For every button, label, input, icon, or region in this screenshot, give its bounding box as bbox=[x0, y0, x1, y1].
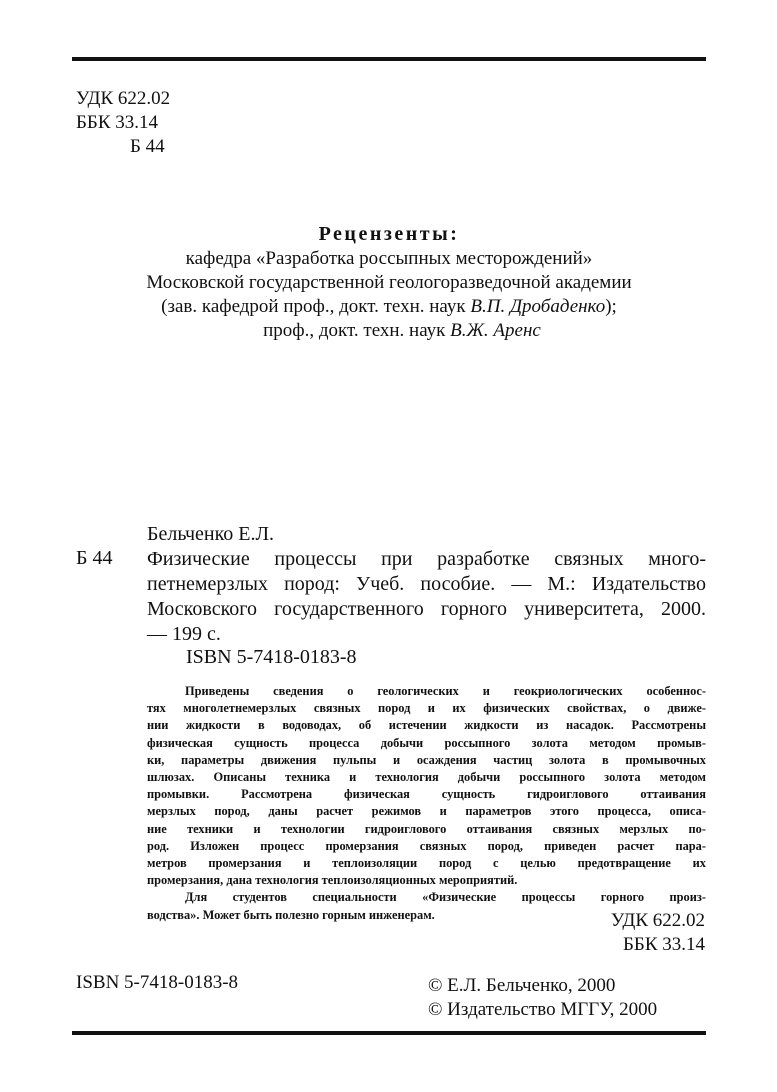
annotation-line: ки, параметры движения пульпы и осаждения частиц золота в промывочных bbox=[147, 752, 706, 767]
reviewers-line-3: (зав. кафедрой проф., докт. техн. наук В.П. Дробаденко); bbox=[161, 296, 617, 317]
biblio-line: петнемерзлых пород: Учеб. пособие. — М.: Издательство bbox=[147, 573, 706, 595]
annotation-line: ние техники и технологии гидроиглового оттаивания связных мерзлых по- bbox=[147, 821, 706, 836]
footer-bbk: ББК 33.14 bbox=[623, 934, 705, 955]
annotation-line: род. Изложен процесс промерзания связных пород, приведен расчет пара- bbox=[147, 838, 706, 853]
biblio-line: Физические процессы при разработке связных много- bbox=[147, 548, 706, 570]
annotation-line: нии жидкости в водоводах, об истечении жидкости из насадок. Рассмотрены bbox=[147, 718, 706, 733]
entry-author: Бельченко Е.Л. bbox=[147, 523, 275, 545]
author-mark: Б 44 bbox=[130, 136, 165, 157]
footer-udk: УДК 622.02 bbox=[610, 910, 705, 931]
udk-code: УДК 622.02 bbox=[76, 88, 171, 109]
bottom-rule bbox=[72, 1031, 706, 1035]
reviewers-line-1: кафедра «Разработка россыпных месторождений» bbox=[185, 248, 593, 269]
biblio-line: Московского государственного горного университета, 2000. bbox=[147, 598, 706, 620]
biblio-line: — 199 с. bbox=[147, 623, 221, 645]
annotation-line: физическая сущность процесса добычи россыпного золота методом промыв- bbox=[147, 735, 706, 750]
reviewers-line-4: проф., докт. техн. наук В.Ж. Аренс bbox=[263, 320, 541, 341]
annotation-line: метров промерзания и теплоизоляции пород с целью предотвращение их bbox=[147, 856, 706, 871]
annotation-line: промерзания, дана технология теплоизоляционных мероприятий. bbox=[147, 873, 518, 888]
top-rule bbox=[72, 57, 706, 61]
copyright-publisher: © Издательство МГГУ, 2000 bbox=[428, 999, 658, 1020]
annotation-line: водства». Может быть полезно горным инженерам. bbox=[147, 907, 435, 922]
bbk-code: ББК 33.14 bbox=[76, 112, 158, 133]
reviewers-title: Рецензенты: bbox=[318, 223, 460, 245]
entry-isbn: ISBN 5-7418-0183-8 bbox=[186, 646, 357, 668]
entry-code: Б 44 bbox=[76, 547, 113, 569]
annotation-line: мерзлых пород, даны расчет режимов и параметров этого процесса, описа- bbox=[147, 804, 706, 819]
annotation-line: Для студентов специальности «Физические процессы горного произ- bbox=[185, 890, 706, 905]
footer-isbn: ISBN 5-7418-0183-8 bbox=[76, 972, 239, 993]
annotation-line: промывки. Рассмотрена физическая сущность гидроиглового оттаивания bbox=[147, 787, 706, 802]
annotation-line: шлюзах. Описаны техника и технология добычи россыпного золота методом bbox=[147, 770, 706, 785]
bibliographic-description bbox=[147, 547, 706, 647]
annotation-line: тях многолетнемерзлых связных пород и их физических свойствах, о движе- bbox=[147, 701, 706, 716]
reviewers-line-2: Московской государственной геологоразведочной академии bbox=[146, 272, 632, 293]
annotation-line: Приведены сведения о геологических и геокриологических особеннос- bbox=[185, 684, 706, 698]
copyright-author: © Е.Л. Бельченко, 2000 bbox=[428, 975, 616, 996]
annotation bbox=[147, 683, 706, 924]
